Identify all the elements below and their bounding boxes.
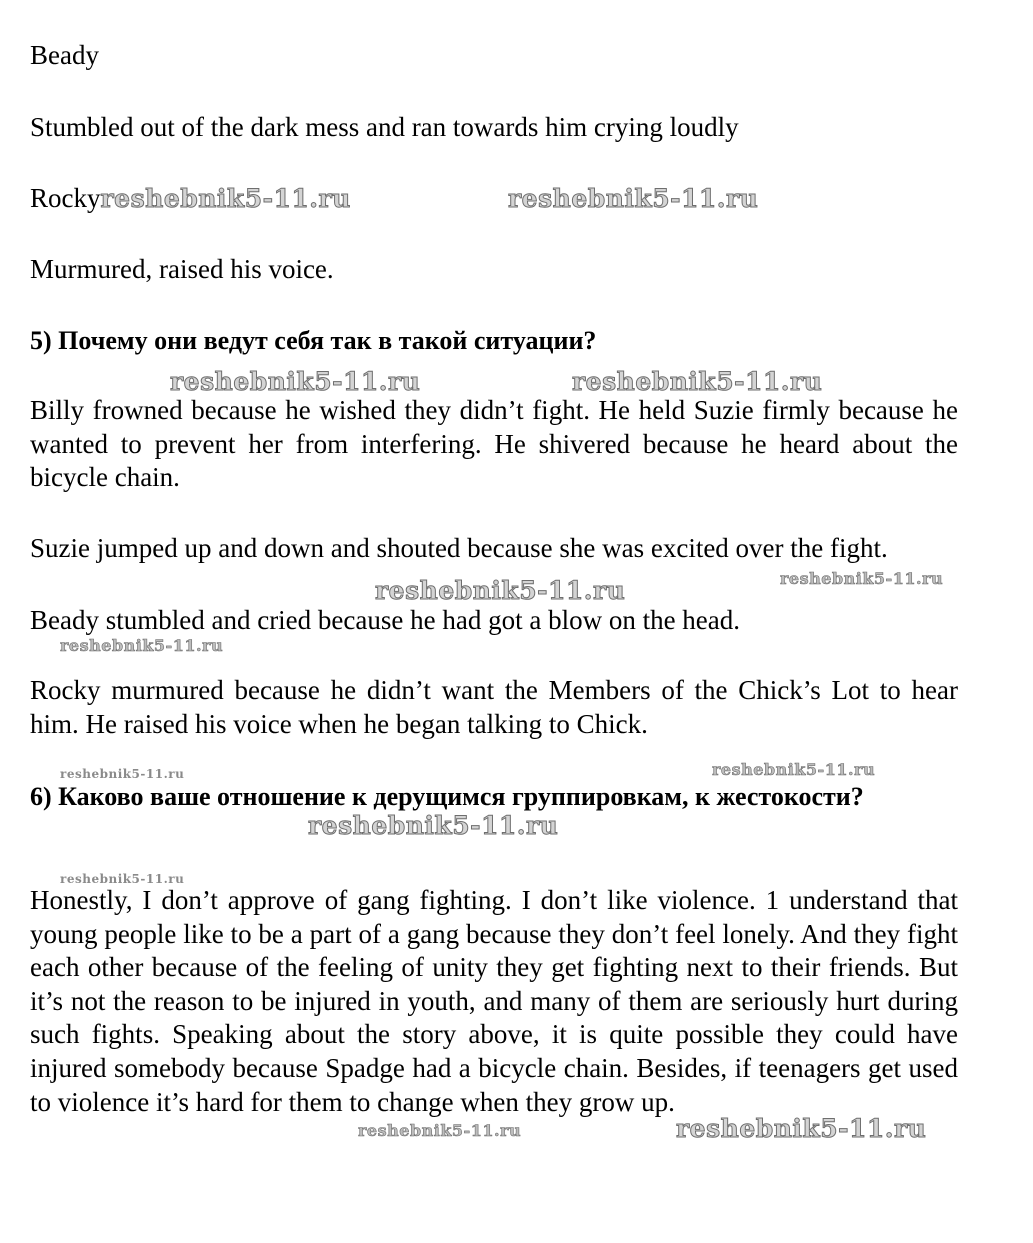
watermark: reshebnik5-11.ru <box>780 569 944 588</box>
answer-billy: Billy frowned because he wished they didn’t fight. He held Suzie firmly because he wanted to prevent her from interfering. He shivered because he heard about the bicycle chain. <box>30 395 958 493</box>
answer-beady: Beady stumbled and cried because he had got a blow on the head. <box>30 605 741 635</box>
watermark-inline: reshebnik5-11.ru <box>100 184 351 213</box>
watermark: reshebnik5-11.ru <box>375 576 626 605</box>
answer-suzie: Suzie jumped up and down and shouted because she was excited over the fight. <box>30 533 888 563</box>
character-name-rocky-line <box>30 181 351 216</box>
watermark: reshebnik5-11.ru <box>676 1114 927 1143</box>
watermark: reshebnik5-11.ru <box>60 767 185 781</box>
watermark: reshebnik5-11.ru <box>572 367 823 396</box>
question-6-heading: 6) Каково ваше отношение к дерущимся группировкам, к жестокости? <box>30 782 864 811</box>
answer-gang-fighting: Honestly, I don’t approve of gang fighting. I don’t like violence. 1 understand that young people like to be a part of a gang because they don’t feel lonely. And they fight each other because of the feeling of unity they get fighting next to their friends. But it’s not the reason to be injured in youth, and many of them are seriously hurt during such fights. Speaking about the story above, it is quite possible they could have injured somebody because Spadge had a bicycle chain. Besides, if teenagers get used to violence it’s hard for them to change when they grow up. <box>30 885 958 1117</box>
character-action-rocky: Murmured, raised his voice. <box>30 254 334 284</box>
watermark: reshebnik5-11.ru <box>170 367 421 396</box>
watermark: reshebnik5-11.ru <box>358 1121 522 1140</box>
watermark: reshebnik5-11.ru <box>60 636 224 655</box>
watermark: reshebnik5-11.ru <box>308 811 559 840</box>
character-name-rocky: Rocky <box>30 183 101 213</box>
question-5-heading: 5) Почему они ведут себя так в такой ситуации? <box>30 326 597 355</box>
watermark: reshebnik5-11.ru <box>712 760 876 779</box>
watermark: reshebnik5-11.ru <box>508 184 759 213</box>
answer-rocky: Rocky murmured because he didn’t want the Members of the Chick’s Lot to hear him. He raised his voice when he began talking to Chick. <box>30 675 958 739</box>
character-action-beady: Stumbled out of the dark mess and ran towards him crying loudly <box>30 112 739 142</box>
watermark: reshebnik5-11.ru <box>60 872 185 886</box>
character-name-beady: Beady <box>30 40 99 70</box>
